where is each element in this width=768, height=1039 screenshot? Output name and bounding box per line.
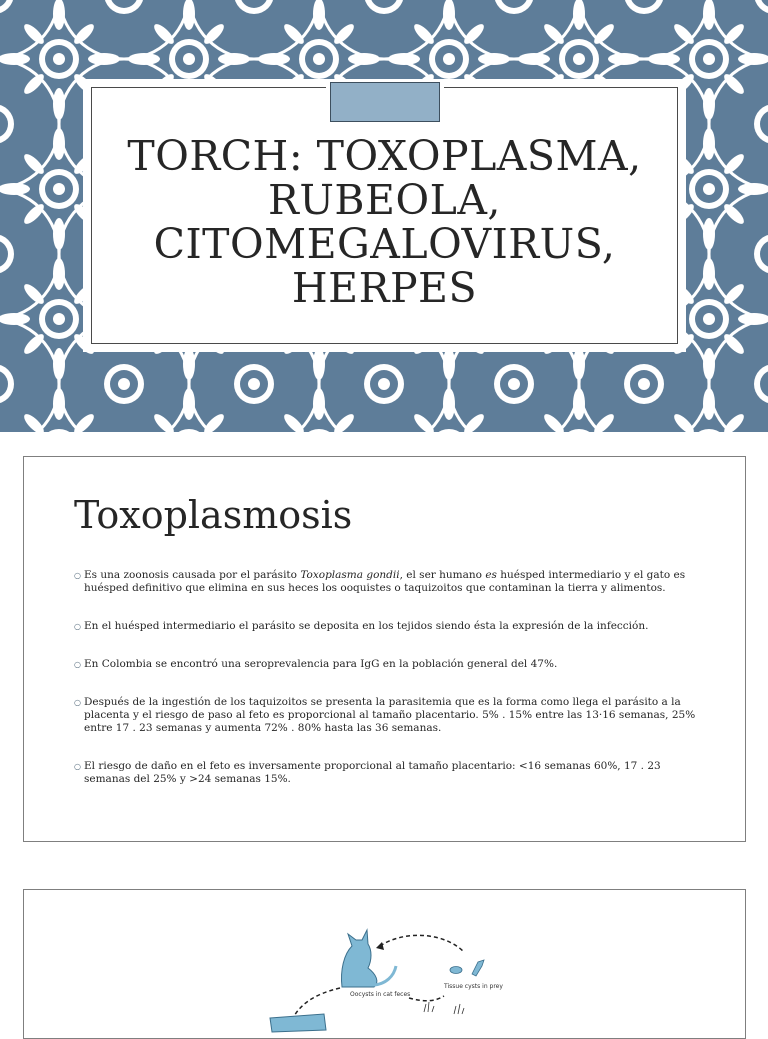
mouse-icon (450, 967, 462, 974)
small-circle-icon: ○ (74, 762, 81, 771)
slide-title: Toxoplasmosis (74, 493, 353, 537)
label-oocysts: Oocysts in cat feces (350, 991, 411, 998)
litter-box-icon (270, 1014, 326, 1032)
label-tissue-cysts: Tissue cysts in prey (444, 983, 503, 990)
slide-lifecycle-diagram (23, 889, 746, 1039)
bullet-text: , el ser humano (399, 569, 486, 581)
small-circle-icon: ○ (74, 698, 81, 707)
bullet-text: huésped intermediario y el gato es huésped definitivo que elimina en sus heces los ooquistes o taquizoitos que contaminan la tierra y alimentos. (84, 569, 686, 594)
bullet-item (74, 658, 699, 671)
title-line: CITOMEGALOVIRUS, (153, 219, 616, 268)
bullet-item (74, 760, 699, 786)
bullet-item (74, 620, 699, 633)
bullet-text: En el huésped intermediario el parásito se deposita en los tejidos siendo ésta la expresión de la infección. (84, 620, 649, 632)
cycle-arrow-right (409, 996, 444, 1001)
title-accent-tab-fill (330, 82, 440, 122)
bullet-text: Es una zoonosis causada por el parásito (84, 569, 301, 581)
slide-toxoplasmosis (23, 456, 746, 842)
grass-icon (424, 1002, 464, 1014)
cat-icon (341, 930, 396, 987)
title-accent-tab (326, 79, 444, 126)
bullet-text: El riesgo de daño en el feto es inversamente proporcional al tamaño placentario: <16 semanas 60%, 17 . 23 semanas del 25% y >24 semanas 15%. (84, 760, 661, 785)
title-line: TORCH: TOXOPLASMA, (127, 131, 642, 180)
bullet-text: En Colombia se encontró una seroprevalencia para IgG en la población general del 47%. (84, 658, 558, 670)
bullet-list (74, 569, 699, 786)
small-circle-icon: ○ (74, 622, 81, 631)
small-circle-icon: ○ (74, 660, 81, 669)
bullet-text: Después de la ingestión de los taquizoitos se presenta la parasitemia que es la forma como llega el parásito a la placenta y el riesgo de paso al feto es proporcional al tamaño placentario. 5% . 15% entre las 13·16 semanas, 25% entre 17 . 23 semanas y aumenta 72% . 80% hasta las 36 semanas. (84, 696, 696, 734)
title-line: RUBEOLA, (268, 175, 501, 224)
presentation-title (127, 131, 642, 312)
cycle-arrow-top (380, 935, 464, 952)
arrowhead-icon (376, 942, 384, 950)
bird-icon (472, 960, 484, 976)
title-line: HERPES (291, 263, 478, 312)
bullet-item (74, 569, 699, 595)
small-circle-icon: ○ (74, 571, 81, 580)
bullet-item (74, 696, 699, 735)
toxoplasma-lifecycle-diagram (24, 890, 746, 1039)
bullet-text-italic: es (485, 569, 497, 581)
bullet-text-italic: Toxoplasma gondii (300, 569, 400, 581)
